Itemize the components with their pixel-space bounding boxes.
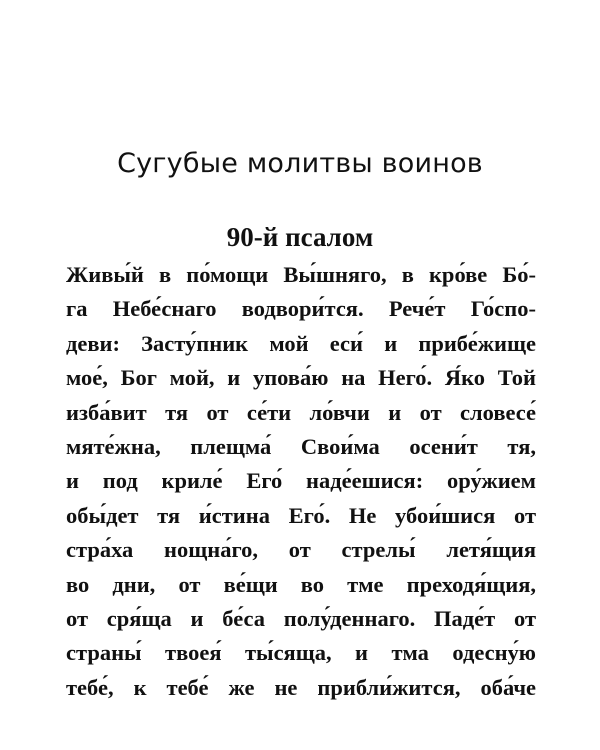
- psalm-text: [66, 258, 536, 705]
- page-title: Сугубые молитвы воинов: [117, 148, 483, 179]
- text-line: мяте́жна, плещма́ Свои́ма осени́т тя,: [66, 433, 536, 459]
- text-line: от сря́ща и бе́са полу́деннаго. Паде́т от: [66, 605, 536, 631]
- text-line: во дни, от ве́щи во тме преходя́щия,: [66, 571, 536, 597]
- text-line: стра́ха нощна́го, от стрелы́ летя́щия: [66, 537, 536, 563]
- text-line: деви: Засту́пник мой еси́ и прибе́жище: [66, 330, 536, 356]
- text-line: страны́ твоея́ ты́сяща, и тма одесну́ю: [66, 640, 536, 666]
- text-line: Живы́й в по́мощи Вы́шняго, в кро́ве Бо́-: [66, 262, 536, 287]
- text-line: га Небе́снаго водвори́тся. Рече́т Го́спо-: [66, 296, 536, 322]
- psalm-heading: 90-й псалом: [226, 222, 374, 252]
- text-line: тебе́, к тебе́ же не прибли́жится, оба́че: [66, 674, 536, 700]
- text-line: обы́дет тя и́стина Его́. Не убои́шися от: [66, 502, 536, 528]
- text-line: мое́, Бог мой, и упова́ю на Него́. Я́ко Той: [66, 365, 536, 391]
- text-line: изба́вит тя от се́ти ло́вчи и от словесе́: [66, 399, 536, 425]
- text-line: и под криле́ Его́ наде́ешися: ору́жием: [66, 468, 536, 494]
